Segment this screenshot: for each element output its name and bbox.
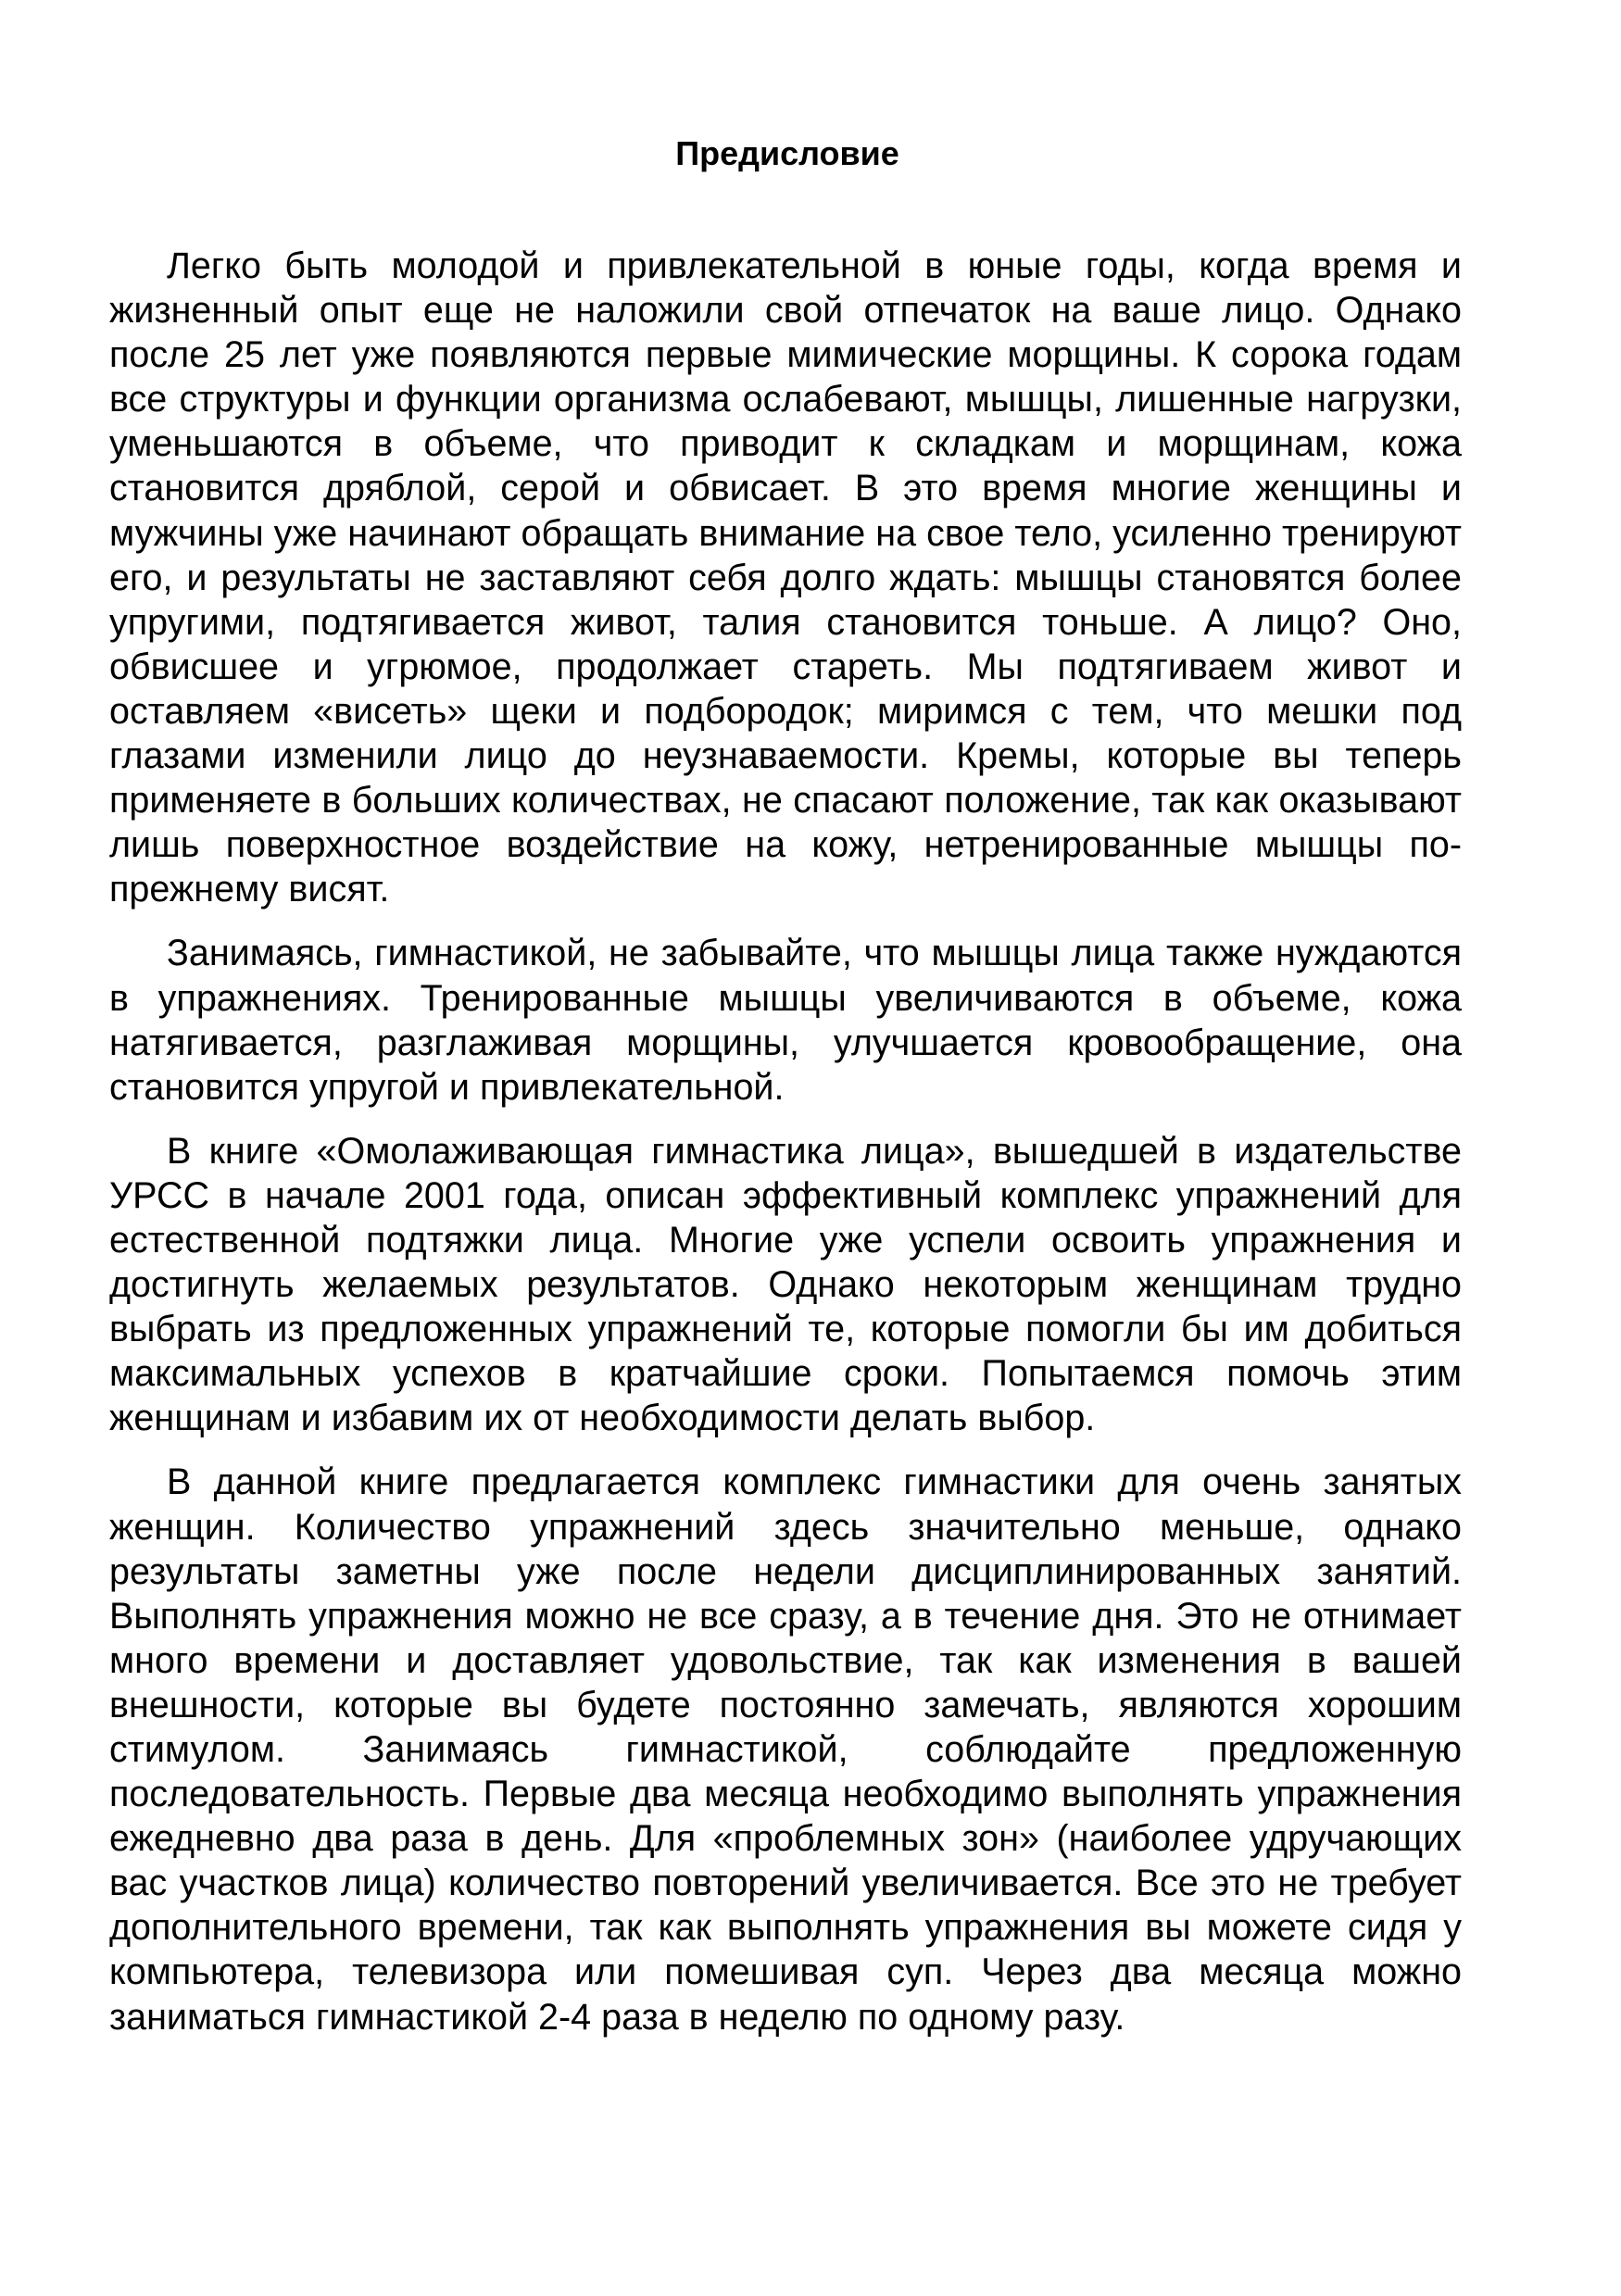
document-body bbox=[109, 244, 1462, 2059]
paragraph-4: В данной книге предлагается комплекс гимнастики для очень занятых женщин. Количество упражнений здесь значительно меньше, однако результаты заметны уже после недели дисциплинированных занятий. Выполнять упражнения можно не все сразу, а в течение дня. Это не отнимает много времени и доставляет удовольствие, так как изменения в вашей внешности, которые вы будете постоянно замечать, являются хорошим стимулом. Занимаясь гимнастикой, соблюдайте предложенную последовательность. Первые два месяца необходимо выполнять упражнения ежедневно два раза в день. Для «проблемных зон» (наиболее удручающих вас участков лица) количество повторений увеличивается. Все это не требует дополнительного времени, так как выполнять упражнения вы можете сидя у компьютера, телевизора или помешивая суп. Через два месяца можно заниматься гимнастикой 2-4 раза в неделю по одному разу. bbox=[109, 1462, 1462, 2038]
paragraph-1: Легко быть молодой и привлекательной в юные годы, когда время и жизненный опыт еще не наложили свой отпечаток на ваше лицо. Однако после 25 лет уже появляются первые мимические морщины. К сорока годам все структуры и функции организма ослабевают, мышцы, лишенные нагрузки, уменьшаются в объеме, что приводит к складкам и морщинам, кожа становится дряблой, серой и обвисает. В это время многие женщины и мужчины уже начинают обращать внимание на свое тело, усиленно тренируют его, и результаты не заставляют себя долго ждать: мышцы становятся более упругими, подтягивается живот, талия становится тоньше. А лицо? Оно, обвисшее и угрюмое, продолжает стареть. Мы подтягиваем живот и оставляем «висеть» щеки и подбородок; миримся с тем, что мешки под глазами изменили лицо до неузнаваемости. Кремы, которые вы теперь применяете в больших количествах, не спасают положение, так как оказывают лишь поверхностное воздействие на кожу, нетренированные мышцы по-прежнему висят. bbox=[109, 245, 1462, 910]
page-title: Предисловие bbox=[675, 134, 899, 173]
paragraph-2: Занимаясь, гимнастикой, не забывайте, что мышцы лица также нуждаются в упражнениях. Тренированные мышцы увеличиваются в объеме, кожа натягивается, разглаживая морщины, улучшается кровообращение, она становится упругой и привлекательной. bbox=[109, 933, 1462, 1108]
paragraph-3: В книге «Омолаживающая гимнастика лица», вышедшей в издательстве УРСС в начале 2001 года, описан эффективный комплекс упражнений для естественной подтяжки лица. Многие уже успели освоить упражнения и достигнуть желаемых результатов. Однако некоторым женщинам трудно выбрать из предложенных упражнений те, которые помогли бы им добиться максимальных успехов в кратчайшие сроки. Попытаемся помочь этим женщинам и избавим их от необходимости делать выбор. bbox=[109, 1130, 1462, 1439]
